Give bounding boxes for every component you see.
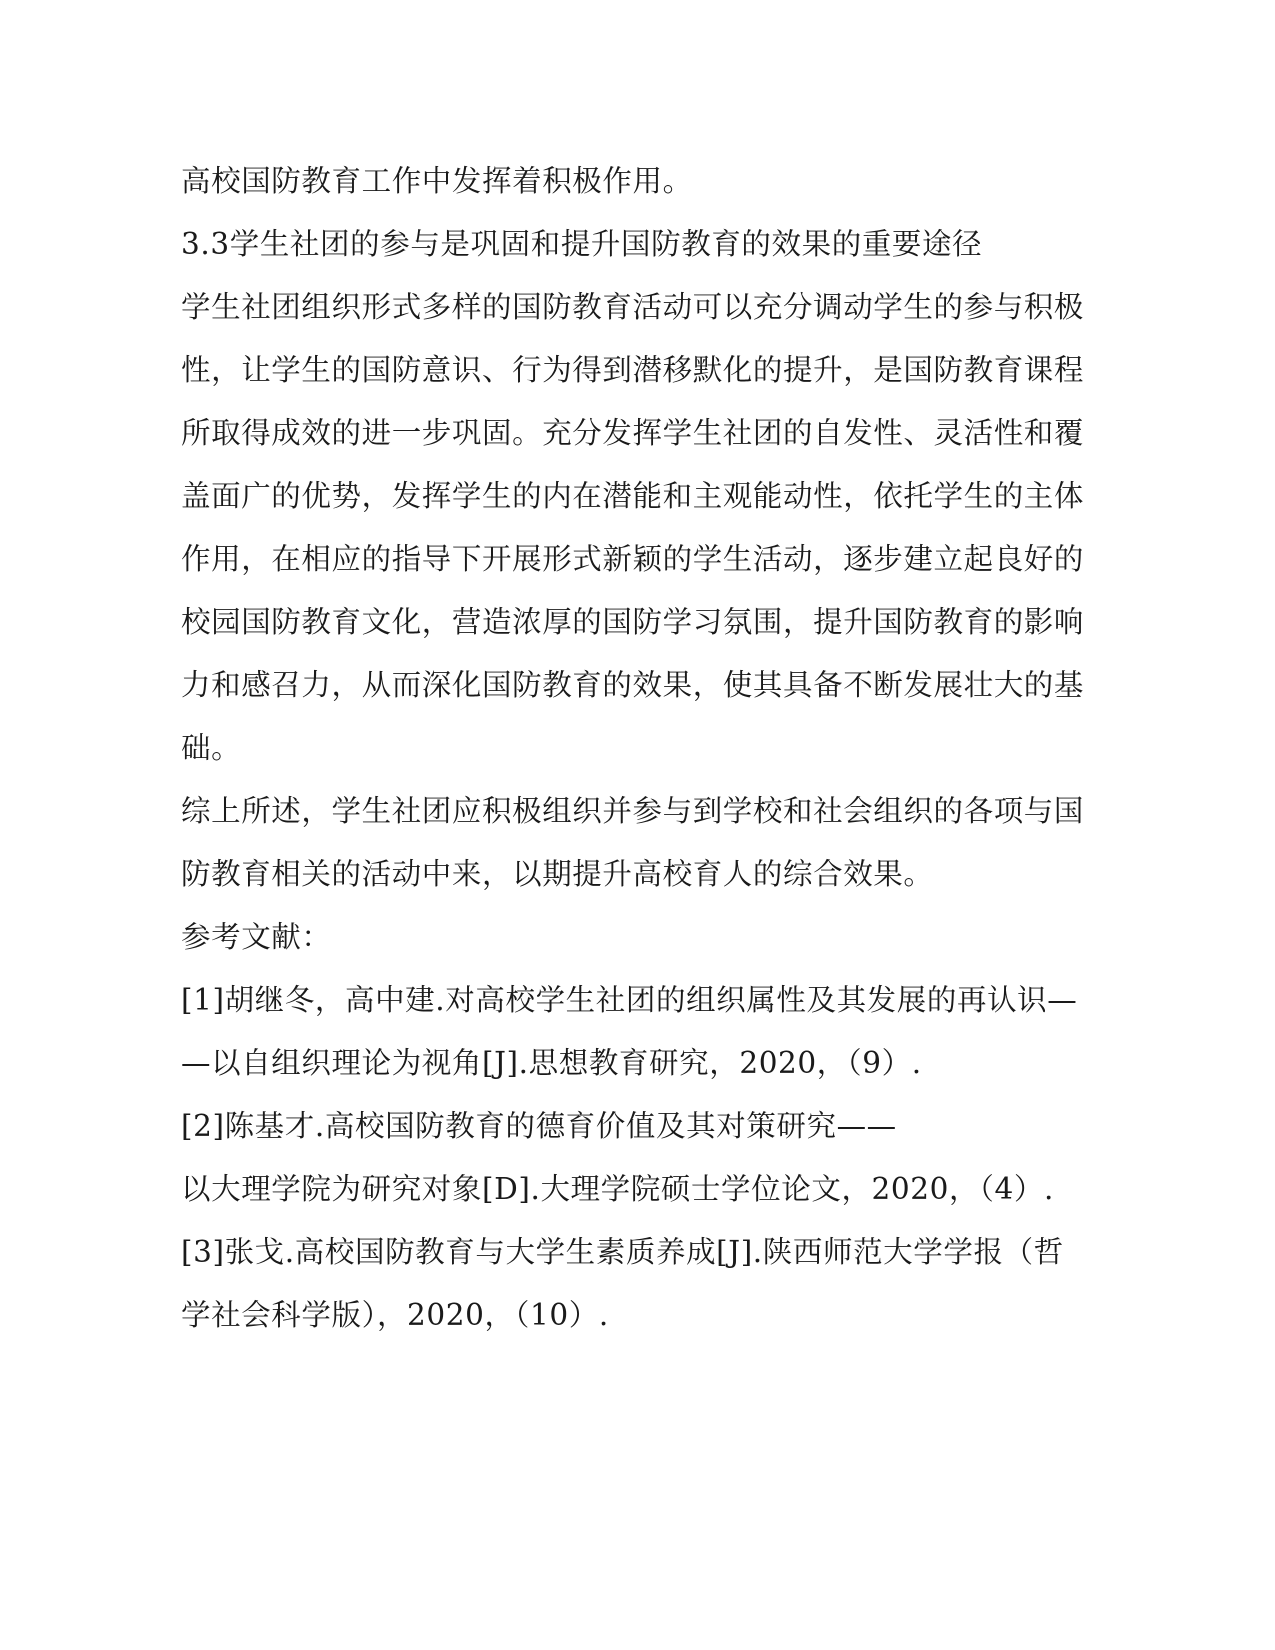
section-heading-3-3: 3.3学生社团的参与是巩固和提升国防教育的效果的重要途径 (181, 227, 983, 261)
reference-line: [1]胡继冬，高中建.对高校学生社团的组织属性及其发展的再认识— (181, 983, 1078, 1017)
reference-line: [3]张戈.高校国防教育与大学生素质养成[J].陕西师范大学学报（哲 (181, 1235, 1064, 1269)
reference-line: [2]陈基才.高校国防教育的德育价值及其对策研究—— (181, 1109, 897, 1143)
reference-line: 学社会科学版），2020，（10）. (181, 1298, 609, 1332)
reference-line: —以自组织理论为视角[J].思想教育研究，2020，（9）. (181, 1046, 922, 1080)
paragraph-line: 础。 (181, 731, 242, 765)
paragraph-line: 作用，在相应的指导下开展形式新颖的学生活动，逐步建立起良好的 (181, 542, 1085, 576)
document-page (181, 150, 1085, 1347)
reference-line: 以大理学院为研究对象[D].大理学院硕士学位论文，2020，（4）. (181, 1172, 1054, 1206)
conclusion-line: 综上所述，学生社团应积极组织并参与到学校和社会组织的各项与国 (181, 794, 1085, 828)
paragraph-line: 盖面广的优势，发挥学生的内在潜能和主观能动性，依托学生的主体 (181, 479, 1085, 513)
references-heading: 参考文献： (181, 920, 332, 954)
paragraph-line: 所取得成效的进一步巩固。充分发挥学生社团的自发性、灵活性和覆 (181, 416, 1085, 450)
paragraph-line: 性，让学生的国防意识、行为得到潜移默化的提升，是国防教育课程 (181, 353, 1085, 387)
conclusion-line: 防教育相关的活动中来，以期提升高校育人的综合效果。 (181, 857, 934, 891)
paragraph-line: 力和感召力，从而深化国防教育的效果，使其具备不断发展壮大的基 (181, 668, 1085, 702)
paragraph-line: 校园国防教育文化，营造浓厚的国防学习氛围，提升国防教育的影响 (181, 605, 1085, 639)
paragraph-continuation-line: 高校国防教育工作中发挥着积极作用。 (181, 164, 693, 198)
paragraph-line: 学生社团组织形式多样的国防教育活动可以充分调动学生的参与积极 (181, 290, 1085, 324)
